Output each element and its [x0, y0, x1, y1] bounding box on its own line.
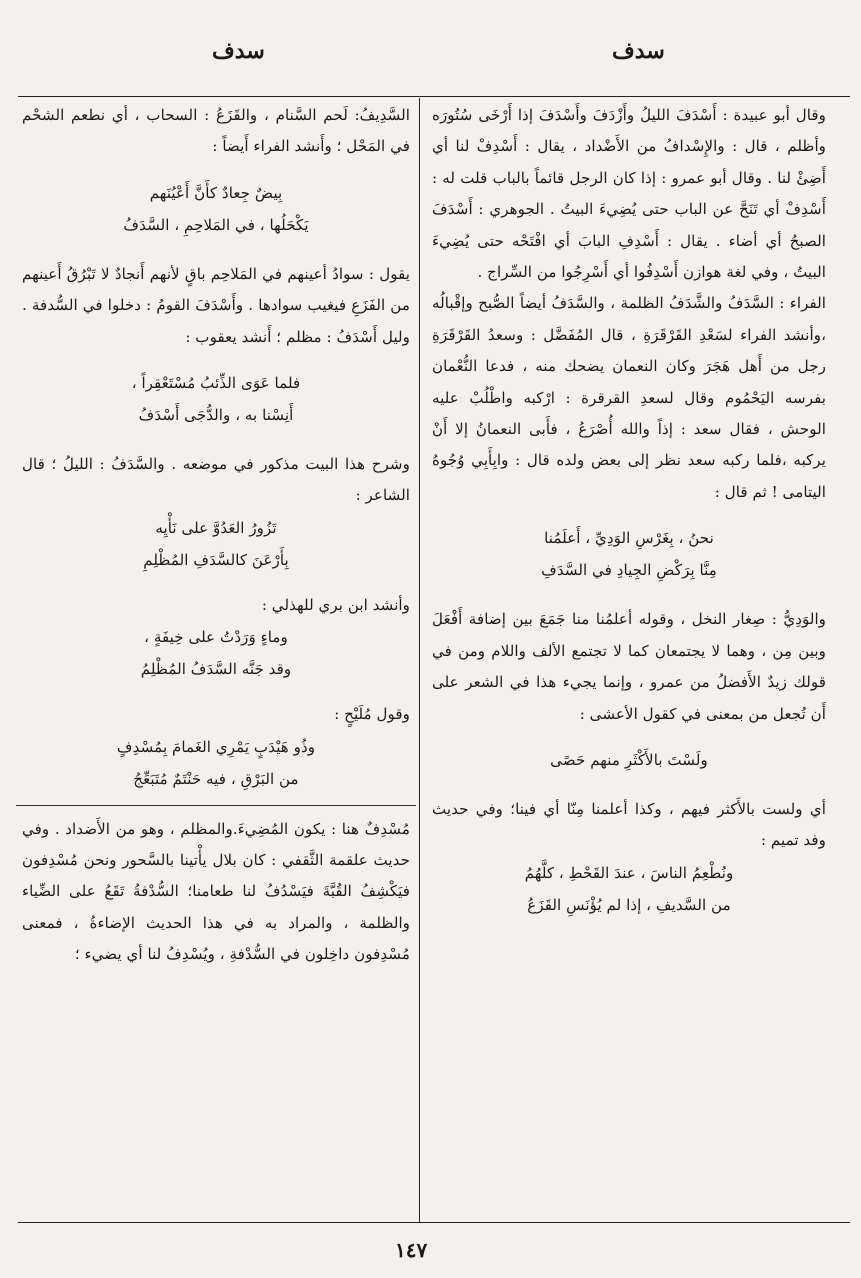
verse-line: من البَرْقِ ، فيه حَنْتَمٌ مُتَبَعِّجُ — [133, 769, 299, 788]
verse-line: وذُو هَيْدَبٍ يَمْرِي الغَمامَ بِمُسْدِفٍ — [116, 737, 316, 756]
header-keyword-right: سدف — [612, 38, 665, 64]
section-divider — [16, 805, 416, 806]
verse-line: أَنِسْنا به ، والدُّجَى أَسْدَفُ — [138, 406, 294, 425]
left-paragraph-2: يقول : سوادُ أعينهم في المَلاحِم باقٍ لأنهم أَنجادٌ لا تَبْرُقُ أَعينهم من الفَزَعِ فيغيب سوادها . وأَسْدَفَ القومُ : دخلوا في السُّدفة . وليل أَسْدَفُ : مظلم ؛ أَنشد يعقوب : — [22, 264, 410, 346]
verse-line: من السَّديفِ ، إذا لم يُؤْنَسِ القَزَعُ — [527, 895, 731, 914]
verse-line: نحنُ ، بِغَرْسِ الوَدِيِّ ، أَعلَمُنا — [544, 529, 714, 548]
verse-line: وماءٍ وَرَدْتُ على خِيفَةٍ ، — [144, 628, 288, 647]
verse-line: ولَسْتَ بالأَكْثَرِ منهم حَصًى — [550, 750, 708, 769]
verse-line: مِنَّا بِرَكْضِ الجِيادِ في السَّدَفِ — [541, 561, 717, 580]
right-verse-2 — [432, 744, 826, 776]
left-verse-3 — [22, 512, 410, 576]
top-rule — [18, 96, 850, 97]
right-paragraph-1: وقال أبو عبيدة : أَسْدَفَ الليلُ وأَزْدَفَ وأَسْدَفَ إذا أَرْخَى سُتُورَه وأظلم ، قال : والإِسْدافُ من الأَضْداد ، يقال : أَسْدِفْ لنا أي أَضِئْ لنا . وقال أبو عمرو : إذا كان الرجل قائماً بالباب قلت له : أَسْدِفْ أي تَنَحَّ عن الباب حتى يُضِيءَ البيتُ . الجوهري : أَسْدَفَ الصبحُ أي أضاء . يقال : أَسْدِفِ البابَ أي افْتَحْه حتى يُضِيءَ البيتُ ، وفي لغة هوازن أَسْدِفُوا أي أَسْرِجُوا من السِّراج . — [432, 106, 826, 282]
verse-line: بِأَرْعَنَ كالسَّدَفِ المُظْلِمِ — [143, 550, 289, 569]
left-paragraph-3: وشرح هذا البيت مذكور في موضعه . والسَّدَفُ : الليلُ ؛ قال الشاعر : — [22, 455, 410, 505]
header-keyword-left: سدف — [212, 38, 265, 64]
bottom-rule — [18, 1222, 850, 1223]
verse-line: يَكْحَلُها ، في المَلاحِمِ ، السَّدَفُ — [123, 215, 309, 234]
verse-line: بِيضٌ جِعادٌ كأَنَّ أَعْيُنَهم — [149, 183, 283, 202]
right-paragraph-4: أي ولست بالأَكثر فيهم ، وكذا أعلمنا مِنّا أي فينا؛ وفي حديث وفد تميم : — [432, 799, 826, 850]
verse-line: وقد جَنَّه السَّدَفُ المُظْلِمُ — [140, 660, 292, 679]
right-verse-3 — [432, 857, 826, 921]
left-paragraph-1: السَّدِيفُ: لَحم السَّنام ، والقَزَعُ : السحاب ، أي نطعم الشحْم في المَحْل ؛ وأَنشد الفراء أَيضاً : — [22, 106, 410, 156]
left-verse-2 — [22, 367, 410, 431]
verse-line: تَزُورُ العَدُوَّ على نَأْيِه — [155, 518, 277, 537]
left-verse-4 — [22, 621, 410, 685]
left-paragraph-6: مُسْدِفٌ هنا : يكون المُضِيءَ.والمظلم ، وهو من الأَضداد . وفي حديث علقمة الثَّقفي : كان بلال يأْتينا بالسَّحور ونحن مُسْدِفون فيَكْشِفُ القُبَّةَ فيَسْدُفُ لنا طعامنا؛ السُّدْفةُ تَقَعُ على الضِّياء والظلمة ، والمراد به في هذا الحديث الإضاءةُ ، فمعنى مُسْدِفون داخِلون في السُّدْفةِ ، ويُسْدِفُ لنا أي يضيء ؛ — [22, 819, 410, 964]
right-column — [432, 100, 826, 921]
verse-line: فلما عَوَى الذِّئبُ مُسْتَعْقِراً ، — [131, 374, 301, 393]
right-paragraph-3: والوَدِيُّ : صِغار النخل ، وقوله أعلمُنا منا جَمَعَ بين إضافة أَفْعَلَ وبين مِن ، وهما لا يجتمعان كما لا تجتمع الألف واللام ومن في قولك زيدٌ الأَفضلُ من عمرو ، وإنما يجيء هذا في الشعر على أَن تُجعل من بمعنى في كقول الأعشى : — [432, 610, 826, 723]
page-number: ١٤٧ — [395, 1238, 428, 1262]
right-paragraph-2: الفراء : السَّدَفُ والشَّدَفُ الظلمة ، والسَّدَفُ أيضاً الصُّبح وإقْبالُه ،وأنشد الفراء لسَعْدِ القَرْقَرَةِ ، قال المُفَضَّل : وسعدُ القَرْقَرَةِ رجل من أَهل هَجَرَ وكان النعمان يضحك منه ، فدعا النُّعْمان بفرسه اليَحْمُوم وقال لسعدِ القرقرة : ارْكبه واطْلُبْ عليه الوحش ، فقال سعد : إذاً والله أُصْرَعُ ، فأَبى النعمانُ إلا أَنْ يركبه ،فلما ركبه سعد نظر إلى بعض ولده قال : وابِأَبِي وُجُوهُ اليتامى ! ثم قال : — [432, 294, 826, 501]
left-column — [22, 100, 410, 971]
verse-line: ونُطْعِمُ الناسَ ، عندَ القَحْطِ ، كلَّهُمُ — [524, 863, 734, 882]
left-verse-5 — [22, 731, 410, 795]
left-paragraph-4: وأنشد ابن بري للهذلي : — [261, 595, 410, 614]
column-divider — [419, 98, 420, 1222]
right-verse-1 — [432, 522, 826, 586]
left-verse-1 — [22, 177, 410, 241]
left-paragraph-5: وقول مُلَيْحٍ : — [334, 705, 410, 724]
